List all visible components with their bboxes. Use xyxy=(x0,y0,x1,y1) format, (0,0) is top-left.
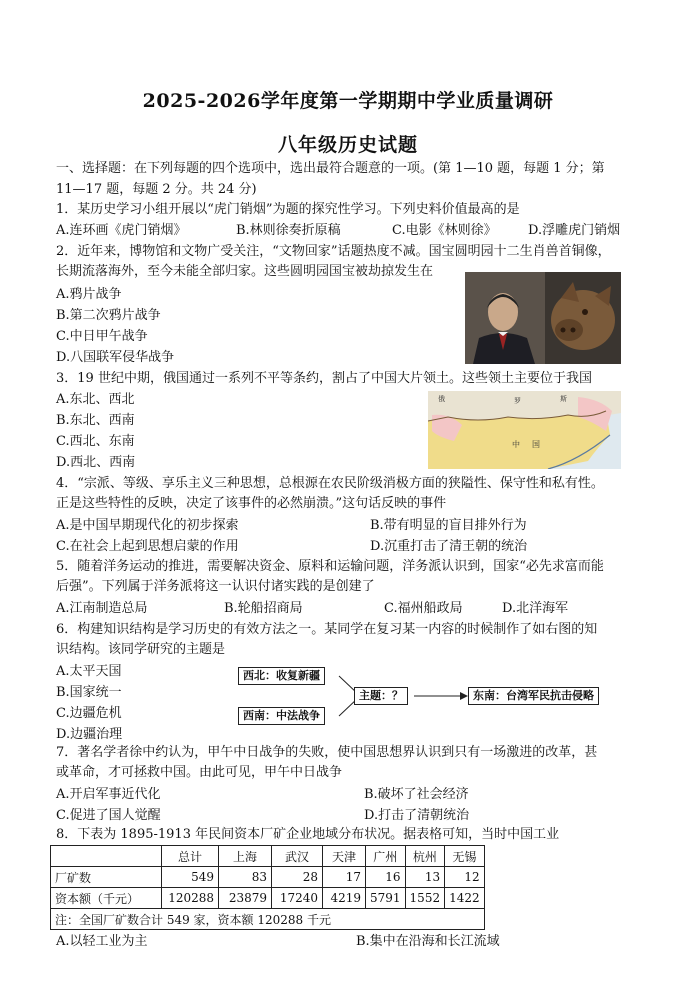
q1-option-b: B.林则徐奏折原稿 xyxy=(236,223,341,238)
table-header-cell xyxy=(51,846,162,867)
q4-option-d: D.沉重打击了清王朝的统治 xyxy=(370,539,528,554)
q3-option-d: D.西北、西南 xyxy=(56,455,136,470)
q7-option-a: A.开启军事近代化 xyxy=(56,787,161,802)
exam-title: 2025-2026学年度第一学期期中学业质量调研 xyxy=(142,90,554,112)
table-row xyxy=(51,867,485,888)
q4-option-a: A.是中国早期现代化的初步探索 xyxy=(56,518,239,533)
table-cell: 17 xyxy=(323,867,366,888)
q1-option-a: A.连环画《虎门销烟》 xyxy=(56,223,187,238)
map-label-4: 中 xyxy=(512,440,520,449)
diagram-box-southeast: 东南：台湾军民抗击侵略 xyxy=(468,687,599,705)
q7-option-d: D.打击了清朝统治 xyxy=(364,808,470,823)
table-cell: 13 xyxy=(405,867,445,888)
q3-option-c: C.西北、东南 xyxy=(56,434,135,449)
table-cell: 5791 xyxy=(366,888,406,909)
q6-option-b: B.国家统一 xyxy=(56,685,122,700)
table-header-cell: 广州 xyxy=(366,846,406,867)
q2-stem-line-2: 长期流落海外，至今未能全部归家。这些圆明园国宝被劫掠发生在 xyxy=(56,264,434,279)
q1-option-c: C.电影《林则徐》 xyxy=(392,223,497,238)
q6-option-c: C.边疆危机 xyxy=(56,706,122,721)
table-cell: 120288 xyxy=(162,888,219,909)
table-header-cell: 无锡 xyxy=(445,846,485,867)
table-cell: 16 xyxy=(366,867,406,888)
bronze-head-photo xyxy=(465,272,621,364)
table-cell: 28 xyxy=(272,867,323,888)
map-label-3: 斯 xyxy=(560,395,567,403)
map-label-5: 国 xyxy=(532,440,540,449)
enterprise-distribution-table xyxy=(50,845,485,930)
q5-stem-line-2: 后强”。下列属于洋务派将这一认识付诸实践的是创建了 xyxy=(56,579,375,594)
table-row xyxy=(51,888,485,909)
q5-stem-line-1: 5．随着洋务运动的推进，需要解决资金、原料和运输问题，洋务派认识到，国家“必先求富而能 xyxy=(56,559,604,574)
q8-stem: 8．下表为 1895-1913 年民间资本厂矿企业地域分布状况。据表格可知，当时中国工业 xyxy=(56,827,560,842)
q1-option-d: D.浮雕虎门销烟 xyxy=(528,223,621,238)
q4-option-b: B.带有明显的盲目排外行为 xyxy=(370,518,527,533)
table-cell: 17240 xyxy=(272,888,323,909)
q2-option-b: B.第二次鸦片战争 xyxy=(56,308,161,323)
q5-option-b: B.轮船招商局 xyxy=(224,601,303,616)
diagram-box-theme: 主题：？ xyxy=(354,687,408,705)
table-cell: 12 xyxy=(445,867,485,888)
table-header-cell: 天津 xyxy=(323,846,366,867)
q1-stem: 1．某历史学习小组开展以“虎门销烟”为题的探究性学习。下列史料价值最高的是 xyxy=(56,202,520,217)
table-header-row xyxy=(51,846,485,867)
q4-stem-line-2: 正是这些特性的反映，决定了该事件的必然崩溃。”这句话反映的事件 xyxy=(56,496,447,511)
table-cell: 1422 xyxy=(445,888,485,909)
q2-stem-line-1: 2．近年来，博物馆和文物广受关注，“文物回家”话题热度不减。国宝圆明园十二生肖兽首铜像， xyxy=(56,244,611,259)
q7-option-c: C.促进了国人觉醒 xyxy=(56,808,161,823)
q7-stem-line-2: 或革命，才可拯救中国。由此可见，甲午中日战争 xyxy=(56,765,343,780)
q2-option-a: A.鸦片战争 xyxy=(56,287,122,302)
q3-option-a: A.东北、西北 xyxy=(56,392,135,407)
section-header-line-2: 11—17 题，每题 2 分。共 24 分) xyxy=(56,182,257,197)
q6-option-d: D.边疆治理 xyxy=(56,727,123,742)
q7-stem-line-1: 7．著名学者徐中约认为，甲午中日战争的失败，使中国思想界认识到只有一场激进的改革，甚 xyxy=(56,745,598,760)
table-cell: 549 xyxy=(162,867,219,888)
q8-option-a: A.以轻工业为主 xyxy=(56,934,148,949)
q2-option-c: C.中日甲午战争 xyxy=(56,329,148,344)
q4-stem-line-1: 4．“宗派、等级、享乐主义三种思想，总根源在农民阶级消极方面的狭隘性、保守性和私有性。 xyxy=(56,476,604,491)
knowledge-structure-diagram xyxy=(238,663,618,729)
q8-option-b: B.集中在沿海和长江流域 xyxy=(356,934,500,949)
table-note: 注：全国厂矿数合计 549 家，资本额 120288 千元 xyxy=(51,909,485,930)
q6-option-a: A.太平天国 xyxy=(56,664,122,679)
map-label-1: 俄 xyxy=(438,395,445,403)
diagram-box-southwest: 西南：中法战争 xyxy=(238,707,325,725)
table-header-cell: 上海 xyxy=(219,846,272,867)
q6-stem-line-2: 识结构。该同学研究的主题是 xyxy=(56,642,226,657)
section-header-line-1: 一、选择题：在下列每题的四个选项中，选出最符合题意的一项。(第 1—10 题，每题 1 分；第 xyxy=(56,161,605,176)
table-header-cell: 武汉 xyxy=(272,846,323,867)
table-cell: 1552 xyxy=(405,888,445,909)
table-cell: 83 xyxy=(219,867,272,888)
q6-stem-line-1: 6．构建知识结构是学习历史的有效方法之一。某同学在复习某一内容的时候制作了如右图的知 xyxy=(56,622,598,637)
q5-option-d: D.北洋海军 xyxy=(502,601,569,616)
table-header-cell: 总计 xyxy=(162,846,219,867)
territory-map xyxy=(428,391,621,469)
diagram-box-northwest: 西北：收复新疆 xyxy=(238,667,325,685)
q3-option-b: B.东北、西南 xyxy=(56,413,135,428)
table-note-row xyxy=(51,909,485,930)
q5-option-a: A.江南制造总局 xyxy=(56,601,148,616)
table-row-label: 资本额（千元） xyxy=(51,888,162,909)
table-row-label: 厂矿数 xyxy=(51,867,162,888)
table-header-cell: 杭州 xyxy=(405,846,445,867)
q4-option-c: C.在社会上起到思想启蒙的作用 xyxy=(56,539,239,554)
q7-option-b: B.破坏了社会经济 xyxy=(364,787,469,802)
q2-option-d: D.八国联军侵华战争 xyxy=(56,350,175,365)
q5-option-c: C.福州船政局 xyxy=(384,601,463,616)
map-label-2: 罗 xyxy=(514,397,521,405)
table-cell: 23879 xyxy=(219,888,272,909)
exam-subtitle: 八年级历史试题 xyxy=(277,134,418,156)
q3-stem: 3．19 世纪中期，俄国通过一系列不平等条约，割占了中国大片领土。这些领土主要位于我国 xyxy=(56,371,592,386)
table-cell: 4219 xyxy=(323,888,366,909)
